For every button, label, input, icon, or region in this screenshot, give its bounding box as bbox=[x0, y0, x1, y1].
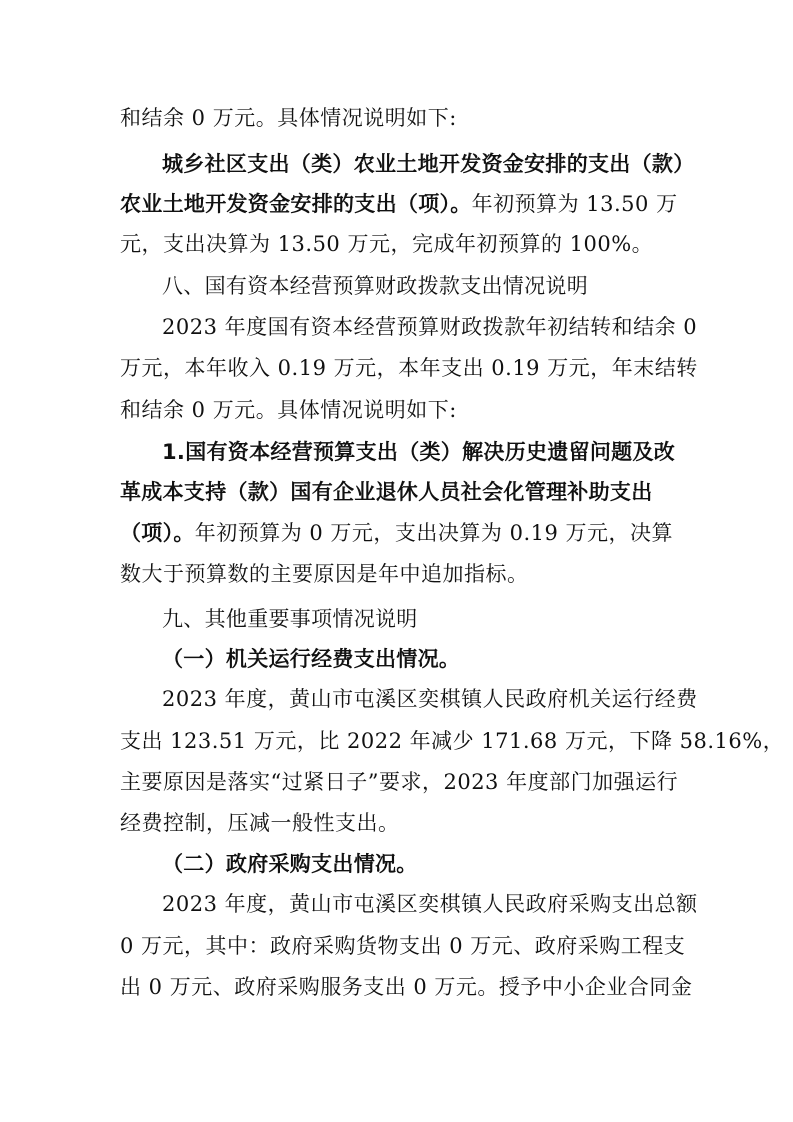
paragraph-line: 主要原因是落实“过紧日子”要求，2023 年度部门加强运行 bbox=[120, 770, 679, 794]
subsection-heading: （一）机关运行经费支出情况。 bbox=[162, 647, 461, 671]
paragraph-line: 数大于预算数的主要原因是年中追加指标。 bbox=[120, 562, 529, 586]
bold-heading-line: 1.国有资本经营预算支出（类）解决历史遗留问题及改 bbox=[162, 440, 676, 464]
paragraph-line bbox=[120, 190, 680, 218]
paragraph-line: 2023 年度，黄山市屯溪区奕棋镇人民政府采购支出总额 bbox=[162, 892, 698, 916]
paragraph-text: 年初预算为 0 万元，支出决算为 0.19 万元，决算 bbox=[194, 521, 674, 545]
paragraph-line: 万元，本年收入 0.19 万元，本年支出 0.19 万元，年末结转 bbox=[120, 356, 698, 380]
paragraph-line: 出 0 万元、政府采购服务支出 0 万元。授予中小企业合同金 bbox=[120, 975, 693, 999]
paragraph-line bbox=[120, 519, 680, 547]
section-heading: 九、其他重要事项情况说明 bbox=[162, 607, 418, 631]
bold-heading-line: 革成本支持（款）国有企业退休人员社会化管理补助支出 bbox=[120, 480, 653, 504]
paragraph-line: 和结余 0 万元。具体情况说明如下: bbox=[120, 398, 457, 422]
subsection-heading: （二）政府采购支出情况。 bbox=[162, 852, 418, 876]
paragraph-line: 和结余 0 万元。具体情况说明如下: bbox=[120, 106, 457, 130]
bold-heading-text: （项）。 bbox=[120, 521, 195, 545]
paragraph-line: 0 万元，其中：政府采购货物支出 0 万元、政府采购工程支 bbox=[120, 934, 686, 958]
paragraph-text: 年初预算为 13.50 万 bbox=[471, 192, 678, 216]
paragraph-line: 2023 年度，黄山市屯溪区奕棋镇人民政府机关运行经费 bbox=[162, 687, 698, 711]
paragraph-line: 2023 年度国有资本经营预算财政拨款年初结转和结余 0 bbox=[162, 315, 698, 339]
section-heading: 八、国有资本经营预算财政拨款支出情况说明 bbox=[162, 274, 588, 298]
paragraph-line: 元，支出决算为 13.50 万元，完成年初预算的 100%。 bbox=[120, 232, 654, 256]
paragraph-line: 支出 123.51 万元，比 2022 年减少 171.68 万元，下降 58.16%， bbox=[120, 729, 785, 753]
paragraph-line: 经费控制，压减一般性支出。 bbox=[120, 811, 400, 835]
bold-heading-line: 城乡社区支出（类）农业土地开发资金安排的支出（款） bbox=[162, 152, 695, 176]
bold-heading-text: 农业土地开发资金安排的支出（项）。 bbox=[120, 192, 472, 216]
